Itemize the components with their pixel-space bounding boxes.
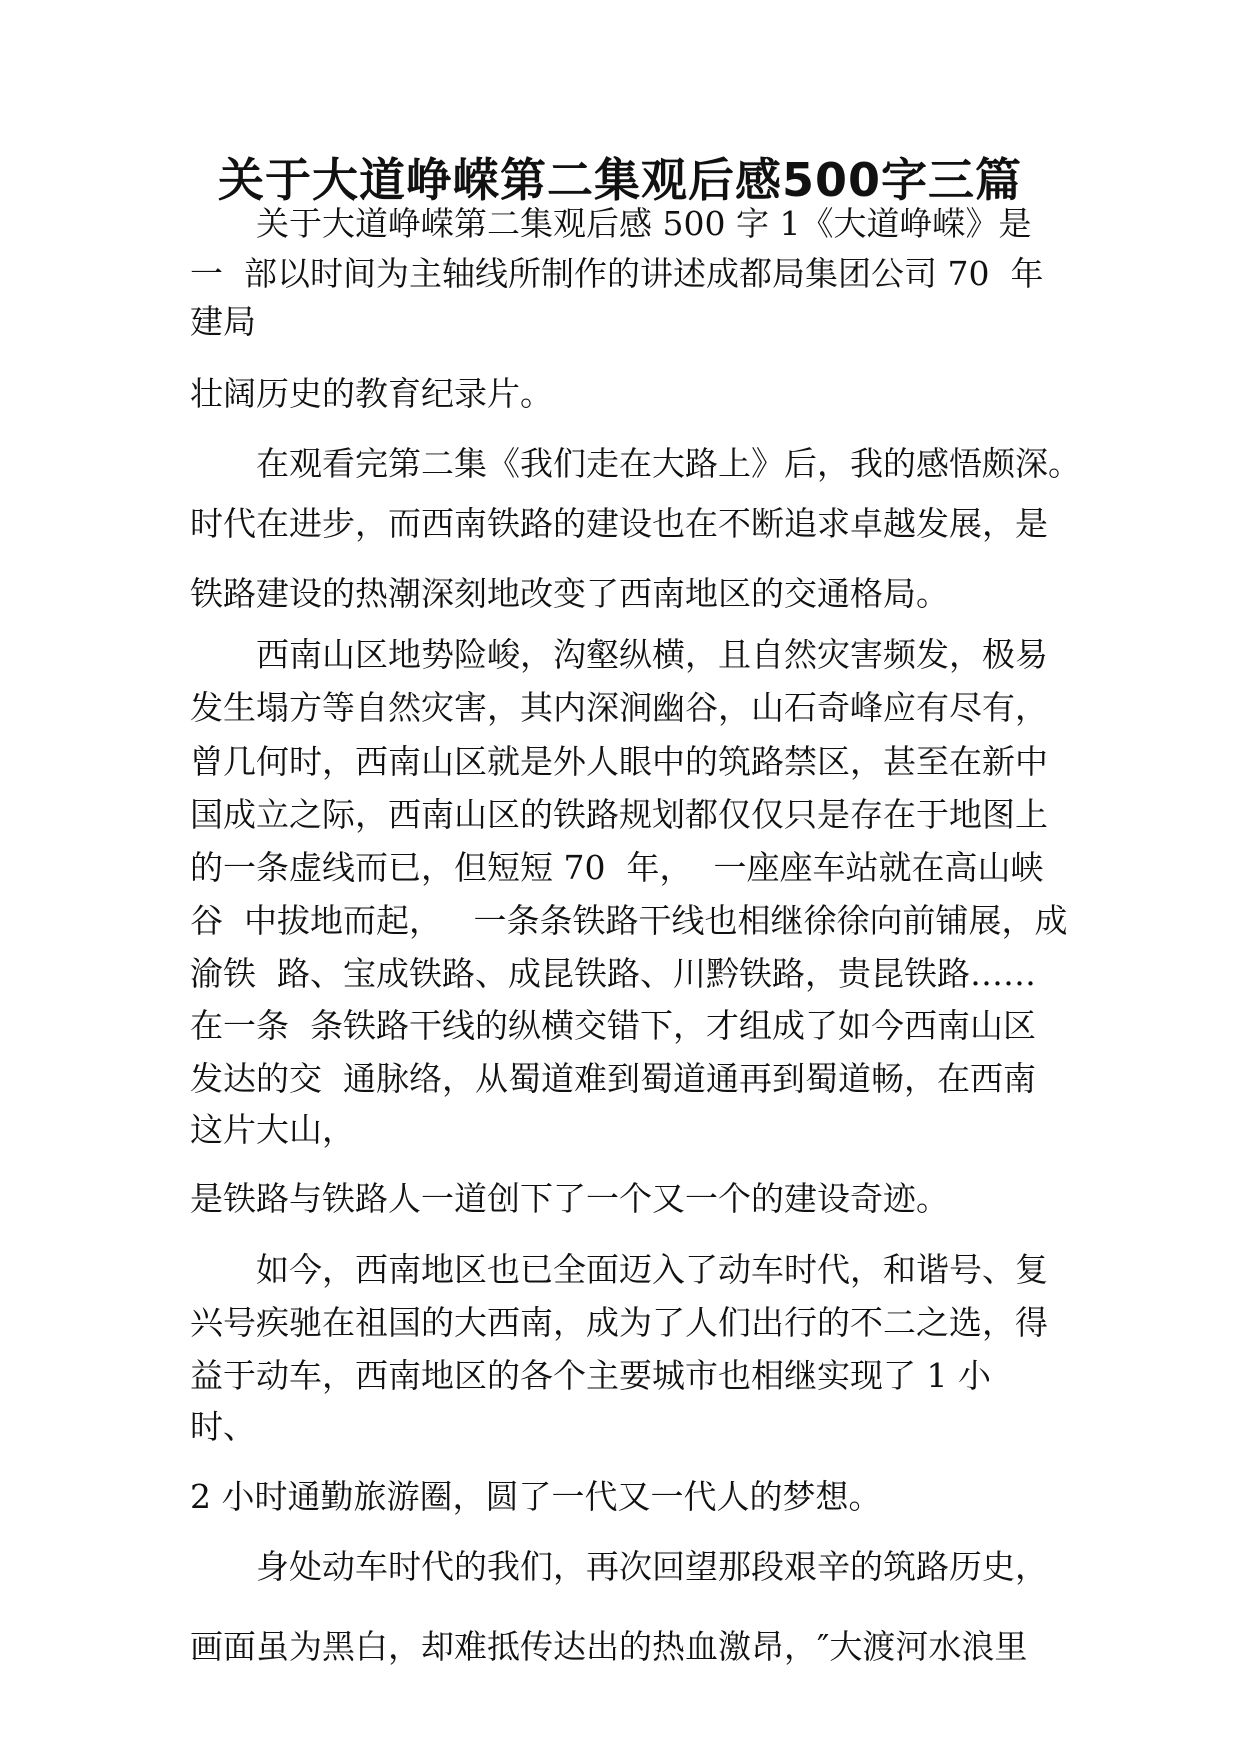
text-line: 这片大山， bbox=[190, 1110, 355, 1149]
text-line: 2 小时通勤旅游圈，圆了一代又一代人的梦想。 bbox=[190, 1477, 882, 1516]
text-line: 时、 bbox=[190, 1407, 256, 1446]
text-line: 国成立之际，西南山区的铁路规划都仅仅只是存在于地图上 bbox=[190, 795, 1048, 834]
text-line: 画面虽为黑白，却难抵传达出的热血激昂，″大渡河水浪里 bbox=[190, 1627, 1028, 1666]
text-line: 在观看完第二集《我们走在大路上》后，我的感悟颇深。 bbox=[256, 444, 1081, 483]
text-line: 身处动车时代的我们，再次回望那段艰辛的筑路历史， bbox=[256, 1547, 1048, 1586]
text-line: 如今，西南地区也已全面迈入了动车时代，和谐号、复 bbox=[256, 1250, 1048, 1289]
text-line: 建局 bbox=[190, 302, 256, 341]
text-line: 在一条 条铁路干线的纵横交错下，才组成了如今西南山区 bbox=[190, 1006, 1036, 1045]
text-line: 西南山区地势险峻，沟壑纵横，且自然灾害频发，极易 bbox=[256, 635, 1048, 674]
text-line: 壮阔历史的教育纪录片。 bbox=[190, 374, 553, 413]
text-line: 发生塌方等自然灾害，其内深涧幽谷，山石奇峰应有尽有， bbox=[190, 688, 1048, 727]
document-title: 关于大道峥嵘第二集观后感500字三篇 bbox=[217, 153, 1023, 207]
text-line: 曾几何时，西南山区就是外人眼中的筑路禁区，甚至在新中 bbox=[190, 742, 1048, 781]
text-line: 益于动车，西南地区的各个主要城市也相继实现了 1 小 bbox=[190, 1356, 991, 1395]
text-line: 谷 中拔地而起， 一条条铁路干线也相继徐徐向前铺展，成 bbox=[190, 901, 1068, 940]
text-line: 一 部以时间为主轴线所制作的讲述成都局集团公司 70 年 bbox=[190, 254, 1044, 293]
text-line: 时代在进步，而西南铁路的建设也在不断追求卓越发展，是 bbox=[190, 504, 1048, 543]
text-line: 是铁路与铁路人一道创下了一个又一个的建设奇迹。 bbox=[190, 1179, 949, 1218]
text-line: 铁路建设的热潮深刻地改变了西南地区的交通格局。 bbox=[190, 574, 949, 613]
text-line: 渝铁 路、宝成铁路、成昆铁路、川黔铁路，贵昆铁路…… bbox=[190, 954, 1036, 993]
text-line: 发达的交 通脉络，从蜀道难到蜀道通再到蜀道畅，在西南 bbox=[190, 1059, 1036, 1098]
text-line: 的一条虚线而已，但短短 70 年， 一座座车站就在高山峡 bbox=[190, 848, 1044, 887]
text-line: 兴号疾驰在祖国的大西南，成为了人们出行的不二之选，得 bbox=[190, 1303, 1048, 1342]
text-line: 关于大道峥嵘第二集观后感 500 字 1《大道峥嵘》是 bbox=[256, 204, 1032, 243]
